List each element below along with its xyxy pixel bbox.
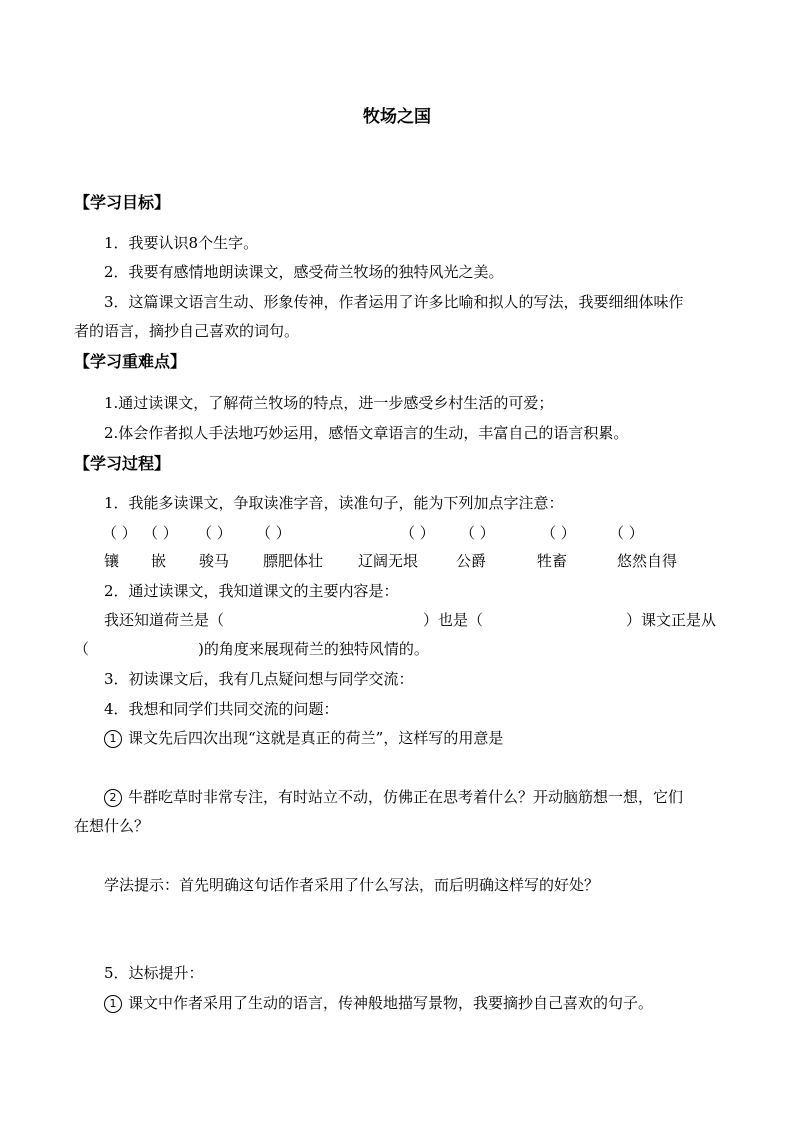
circled-number: 2	[104, 789, 122, 807]
question-4-1	[104, 728, 503, 748]
question-4-2-continued: 在想什么？	[74, 817, 150, 835]
circled-number: 1	[104, 730, 122, 748]
question-2: 2．通过读课文，我知道课文的主要内容是：	[104, 582, 399, 600]
pinyin-blank: （ ）	[102, 524, 137, 542]
question-5: 5．达标提升：	[104, 964, 204, 982]
question-3: 3．初读课文后，我有几点疑问想与同学交流：	[104, 670, 414, 688]
goal-item-continued: 者的语言，摘抄自己喜欢的词句。	[74, 322, 300, 340]
vocab-word: 骏马	[199, 552, 230, 570]
section-heading-key-points: 【学习重难点】	[74, 352, 187, 371]
question-1: 1．我能多读课文，争取读准字音，读准句子，能为下列加点字注意：	[104, 494, 564, 512]
goal-item: 1．我要认识8个生字。	[104, 234, 259, 252]
question-4: 4．我想和同学们共同交流的问题：	[104, 700, 339, 718]
pinyin-blank: （ ）	[256, 524, 291, 542]
vocab-word: 嵌	[151, 552, 167, 570]
question-4-1-text: 课文先后四次出现“这就是真正的荷兰”，这样写的用意是	[128, 729, 504, 747]
vocab-word: 镶	[104, 552, 120, 570]
question-5-1-text: 课文中作者采用了生动的语言，传神般地描写景物，我要摘抄自己喜欢的句子。	[128, 994, 654, 1012]
question-4-2-text: 牛群吃草时非常专注，有时站立不动，仿佛正在思考着什么？开动脑筋想一想，它们	[128, 788, 684, 806]
goal-item: 3．这篇课文语言生动、形象传神，作者运用了许多比喻和拟人的写法，我要细细体味作	[104, 293, 684, 311]
vocab-word: 悠然自得	[617, 552, 678, 570]
page-title: 牧场之国	[363, 107, 431, 127]
pinyin-blank: （ ）	[541, 524, 576, 542]
section-heading-process: 【学习过程】	[74, 454, 171, 473]
section-heading-goals: 【学习目标】	[74, 193, 171, 212]
pinyin-blank: （ ）	[609, 524, 644, 542]
fill-line-text: ）也是（	[423, 611, 484, 629]
pinyin-blank: （ ）	[143, 524, 178, 542]
fill-line-text: 我还知道荷兰是（	[104, 611, 225, 629]
fill-line-text: （	[74, 640, 90, 658]
key-point-item: 1.通过读课文，了解荷兰牧场的特点，进一步感受乡村生活的可爱；	[104, 394, 554, 412]
pinyin-blank: （ ）	[460, 524, 495, 542]
key-point-item: 2.体会作者拟人手法地巧妙运用，感悟文章语言的生动，丰富自己的语言积累。	[104, 424, 629, 442]
fill-line-text: ）课文正是从	[626, 611, 717, 629]
pinyin-blank: （ ）	[400, 524, 435, 542]
pinyin-blank: （ ）	[197, 524, 232, 542]
fill-line-text: )的角度来展现荷兰的独特风情的。	[198, 640, 429, 658]
vocab-word: 牲畜	[537, 552, 568, 570]
vocab-word: 辽阔无垠	[358, 552, 419, 570]
vocab-word: 公爵	[456, 552, 487, 570]
vocab-word: 膘肥体壮	[263, 552, 324, 570]
question-4-2	[104, 787, 683, 807]
goal-item: 2．我要有感情地朗读课文，感受荷兰牧场的独特风光之美。	[104, 263, 504, 281]
method-hint: 学法提示：首先明确这句话作者采用了什么写法，而后明确这样写的好处？	[104, 876, 600, 894]
question-5-1	[104, 993, 653, 1013]
circled-number: 1	[104, 995, 122, 1013]
